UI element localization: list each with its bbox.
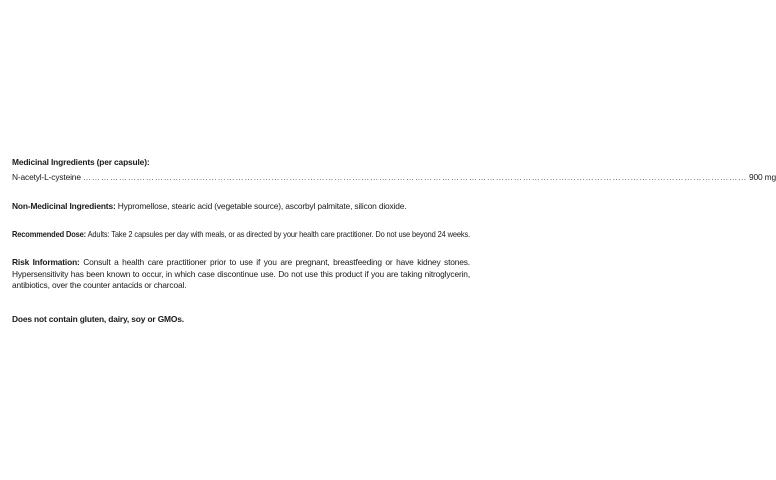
risk-information-text: Consult a health care practitioner prior to use if you are pregnant, breastfeeding or have kidney stones. Hypersensitivity has been known to occur, in which case discontinue use. Do not use this product if you are taking nitroglycerin, antibiotics, over the counter antacids or charcoal. — [12, 257, 470, 291]
ingredient-row — [12, 172, 776, 184]
medicinal-ingredients-heading: Medicinal Ingredients (per capsule): — [12, 157, 150, 167]
recommended-dose-label: Recommended Dose: — [12, 229, 87, 239]
ingredient-name: N-acetyl-L-cysteine — [12, 172, 81, 182]
allergen-statement: Does not contain gluten, dairy, soy or GMOs. — [12, 314, 184, 324]
non-medicinal-ingredients — [12, 201, 407, 213]
risk-information — [12, 257, 470, 292]
ingredient-amount: 900 mg — [748, 172, 776, 182]
risk-information-label: Risk Information: — [12, 257, 80, 267]
non-medicinal-label: Non-Medicinal Ingredients: — [12, 201, 116, 211]
non-medicinal-text: Hypromellose, stearic acid (vegetable source), ascorbyl palmitate, silicon dioxide. — [115, 201, 407, 211]
recommended-dose — [12, 229, 470, 241]
dot-leader: …………………………………………………………………………………………………………………………………………………………………………………………………… — [82, 172, 747, 182]
recommended-dose-text: Adults: Take 2 capsules per day with meals, or as directed by your health care practitioner. Do not use beyond 24 weeks. — [86, 229, 471, 239]
